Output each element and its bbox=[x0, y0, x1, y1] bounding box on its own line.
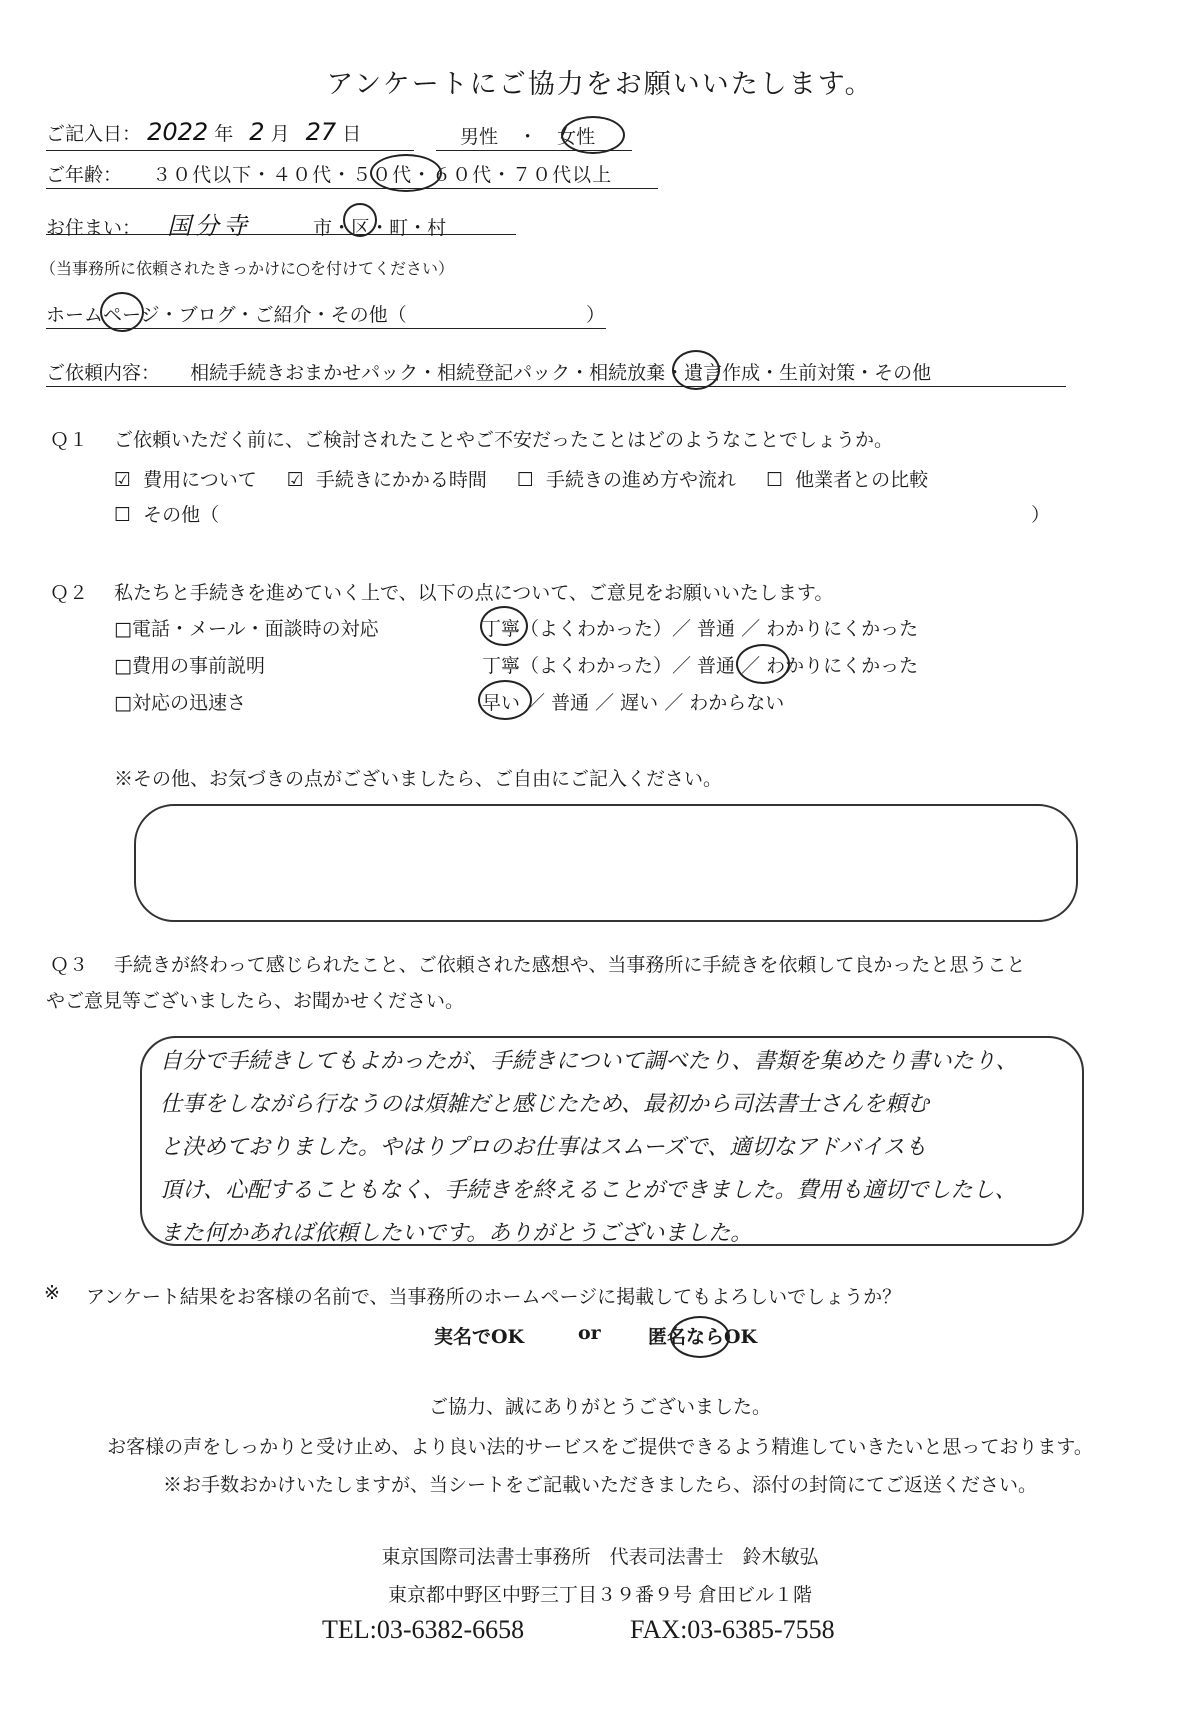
publish-selection-circle bbox=[670, 1316, 730, 1358]
age-options[interactable]: ３０代以下・４０代・５０代・６０代・７０代以上 bbox=[152, 164, 613, 186]
q2-item-scale[interactable]: 早い ／ 普通 ／ 遅い ／ わからない bbox=[482, 692, 785, 714]
q1-number: Ｑ１ bbox=[50, 429, 89, 451]
residence-value[interactable]: 国分寺 bbox=[167, 212, 252, 240]
residence-label: お住まい： bbox=[46, 217, 142, 239]
q2-comment-box[interactable] bbox=[134, 804, 1078, 922]
gender-female[interactable]: 女性 bbox=[557, 126, 596, 148]
q3-answer-line: また何かあれば依頼したいです。ありがとうございました。 bbox=[160, 1221, 753, 1246]
trigger-options[interactable]: ホームページ・ブログ・ご紹介・その他（ bbox=[46, 304, 407, 326]
q3-answer bbox=[160, 1040, 1100, 1255]
q1-check-time[interactable]: ☑ bbox=[286, 469, 304, 491]
office-fax: FAX:03-6385-7558 bbox=[630, 1615, 835, 1644]
age-row bbox=[46, 160, 658, 189]
age-selection-circle bbox=[370, 154, 442, 192]
closing-line3: ※お手数おかけいたしますが、当シートをご記載いただきましたら、添付の封筒にてご返送ください。 bbox=[162, 1474, 1037, 1496]
q1-option-time: 手続きにかかる時間 bbox=[315, 469, 487, 491]
publish-option-anonymous[interactable]: 匿名ならOK bbox=[648, 1326, 758, 1348]
publish-option-realname[interactable]: 実名でOK bbox=[434, 1326, 525, 1348]
residence-row bbox=[46, 206, 516, 240]
age-label: ご年齢： bbox=[46, 164, 123, 186]
q1-option-cost: 費用について bbox=[143, 469, 257, 491]
q1-options bbox=[114, 465, 928, 492]
residence-units[interactable]: 市・区・町・村 bbox=[313, 217, 447, 239]
q3-text-line1: 手続きが終わって感じられたこと、ご依頼された感想や、当事務所に手続きを依頼して良かったと思うこと bbox=[114, 954, 1026, 976]
residence-selection-circle bbox=[343, 203, 377, 237]
trigger-selection-circle bbox=[100, 292, 144, 332]
date-row bbox=[46, 118, 414, 151]
q2-item-label[interactable]: □費用の事前説明 bbox=[114, 655, 265, 677]
q2-item-scale[interactable]: 丁寧（よくわかった）／ 普通 ／ わかりにくかった bbox=[482, 618, 919, 640]
q3-answer-line: 仕事をしながら行なうのは煩雑だと感じたため、最初から司法書士さんを頼む bbox=[160, 1092, 930, 1117]
office-name: 東京国際司法書士事務所 代表司法書士 鈴木敏弘 bbox=[381, 1546, 819, 1568]
request-row bbox=[46, 358, 1066, 387]
q2-item-label[interactable]: □対応の迅速さ bbox=[114, 692, 246, 714]
date-label: ご記入日： bbox=[46, 123, 142, 145]
q3-answer-line: と決めておりました。やはりプロのお仕事はスムーズで、適切なアドバイスも bbox=[160, 1135, 927, 1160]
q2-item1-selection-circle bbox=[480, 606, 528, 646]
q1-check-cost[interactable]: ☑ bbox=[114, 469, 132, 491]
office-address: 東京都中野区中野三丁目３９番９号 倉田ビル１階 bbox=[387, 1584, 813, 1606]
q2-text: 私たちと手続きを進めていく上で、以下の点について、ご意見をお願いいたします。 bbox=[114, 582, 834, 604]
q1-check-compare[interactable]: ☐ bbox=[766, 469, 784, 491]
gender-sep: ・ bbox=[518, 126, 538, 148]
date-month[interactable]: 2 bbox=[249, 118, 265, 146]
q3-number: Ｑ３ bbox=[50, 954, 89, 976]
office-tel: TEL:03-6382-6658 bbox=[322, 1615, 525, 1644]
q1-option-compare: 他業者との比較 bbox=[795, 469, 929, 491]
q3-answer-line: 自分で手続きしてもよかったが、手続きについて調べたり、書類を集めたり書いたり、 bbox=[160, 1049, 1018, 1074]
year-unit: 年 bbox=[214, 123, 234, 145]
q3-text-line2: やご意見等ございましたら、お聞かせください。 bbox=[46, 990, 465, 1012]
q1-text: ご依頼いただく前に、ご検討されたことやご不安だったことはどのようなことでしょうか。 bbox=[114, 429, 894, 451]
q2-item2-selection-circle bbox=[736, 644, 790, 684]
q2-item3-selection-circle bbox=[478, 680, 532, 720]
publish-or: or bbox=[578, 1322, 601, 1344]
month-unit: 月 bbox=[270, 123, 290, 145]
q2-item-scale[interactable]: 丁寧（よくわかった）／ 普通 ／ わかりにくかった bbox=[482, 655, 919, 677]
request-options[interactable]: 相続手続きおまかせパック・相続登記パック・相続放棄・遺言作成・生前対策・その他 bbox=[190, 362, 932, 384]
q2-note: ※その他、お気づきの点がございましたら、ご自由にご記入ください。 bbox=[114, 768, 723, 790]
request-label: ご依頼内容： bbox=[46, 362, 161, 384]
gender-selection-circle bbox=[561, 116, 625, 154]
q1-check-other[interactable]: ☐ bbox=[114, 504, 132, 526]
closing-line2: お客様の声をしっかりと受け止め、より良い法的サービスをご提供できるよう精進していきたいと思っております。 bbox=[107, 1436, 1093, 1458]
q2-number: Ｑ２ bbox=[50, 582, 89, 604]
q3-answer-line: 頂け、心配することもなく、手続きを終えることができました。費用も適切でしたし、 bbox=[160, 1178, 1017, 1203]
q2-item-label[interactable]: □電話・メール・面談時の対応 bbox=[114, 618, 379, 640]
day-unit: 日 bbox=[342, 123, 362, 145]
trigger-close: ） bbox=[586, 304, 606, 326]
date-day[interactable]: 27 bbox=[305, 118, 337, 146]
q1-other-label: その他（ bbox=[143, 504, 220, 526]
date-year[interactable]: 2022 bbox=[147, 118, 209, 146]
gender-male[interactable]: 男性 bbox=[460, 126, 499, 148]
request-selection-circle bbox=[672, 350, 720, 390]
publish-mark: ※ bbox=[44, 1282, 60, 1304]
publish-question: アンケート結果をお客様の名前で、当事務所のホームページに掲載してもよろしいでしょうか？ bbox=[86, 1286, 902, 1308]
q1-other-row bbox=[114, 500, 1050, 527]
q1-option-process: 手続きの進め方や流れ bbox=[546, 469, 737, 491]
q1-other-close: ） bbox=[1030, 504, 1050, 526]
closing-line1: ご協力、誠にありがとうございました。 bbox=[428, 1396, 771, 1418]
q1-check-process[interactable]: ☐ bbox=[516, 469, 534, 491]
trigger-note: （当事務所に依頼されたきっかけに○を付けてください） bbox=[40, 259, 454, 278]
survey-title: アンケートにご協力をお願いいたします。 bbox=[326, 69, 874, 100]
